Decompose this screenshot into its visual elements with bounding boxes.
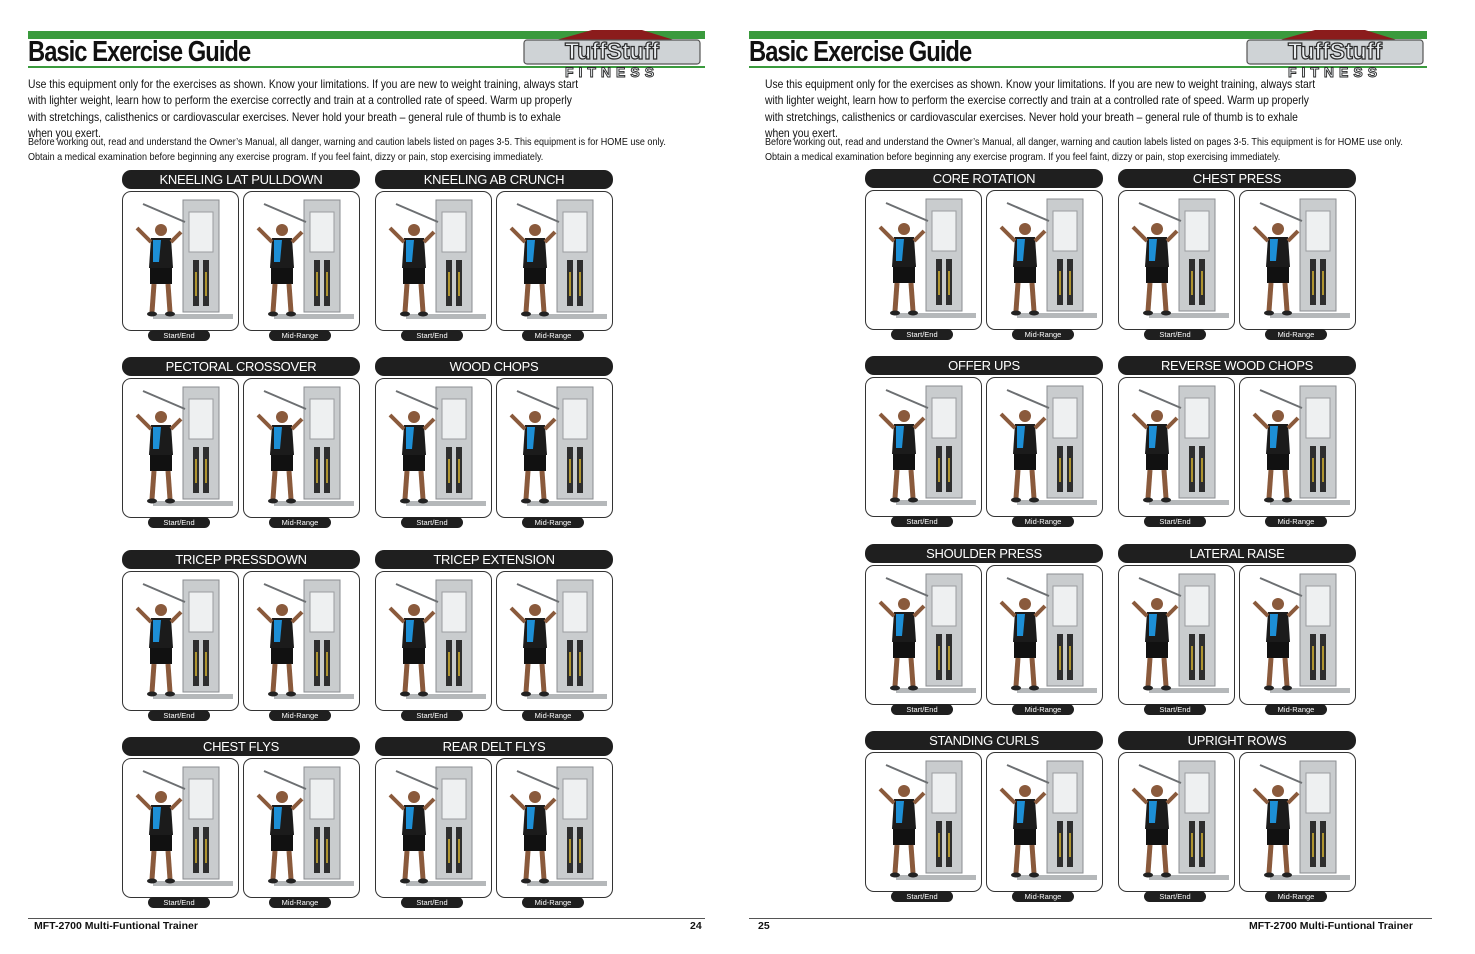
start-end-label: Start/End bbox=[401, 897, 463, 908]
logo-text: TuffStuff bbox=[1287, 38, 1383, 64]
exercise-card-kneeling-lat-pulldown bbox=[122, 170, 360, 338]
exercise-photo-illustration bbox=[987, 566, 1102, 704]
start-end-photo bbox=[122, 571, 239, 711]
exercise-title: REAR DELT FLYS bbox=[375, 737, 613, 756]
mid-range-photo bbox=[1239, 377, 1356, 517]
exercise-photo-illustration bbox=[497, 572, 612, 710]
mid-range-label: Mid-Range bbox=[269, 710, 331, 721]
mid-range-photo bbox=[1239, 565, 1356, 705]
mid-range-label: Mid-Range bbox=[269, 517, 331, 528]
mid-range-photo bbox=[1239, 190, 1356, 330]
exercise-photo-illustration bbox=[987, 191, 1102, 329]
exercise-photo-illustration bbox=[1240, 378, 1355, 516]
exercise-photo-illustration bbox=[123, 192, 238, 330]
exercise-photo-illustration bbox=[376, 379, 491, 517]
mid-range-photo bbox=[496, 378, 613, 518]
start-end-photo bbox=[865, 377, 982, 517]
exercise-card-lateral-raise bbox=[1118, 544, 1356, 712]
exercise-photo-illustration bbox=[244, 192, 359, 330]
start-end-label: Start/End bbox=[891, 516, 953, 527]
exercise-card-wood-chops bbox=[375, 357, 613, 525]
start-end-label: Start/End bbox=[891, 329, 953, 340]
start-end-label: Start/End bbox=[1144, 329, 1206, 340]
mid-range-photo bbox=[496, 191, 613, 331]
mid-range-photo bbox=[986, 377, 1103, 517]
logo-subtext: FITNESS bbox=[1287, 64, 1383, 80]
exercise-photo-illustration bbox=[987, 378, 1102, 516]
start-end-photo bbox=[375, 758, 492, 898]
start-end-label: Start/End bbox=[148, 517, 210, 528]
exercise-card-chest-press bbox=[1118, 169, 1356, 337]
exercise-photo-illustration bbox=[244, 379, 359, 517]
start-end-label: Start/End bbox=[401, 710, 463, 721]
start-end-label: Start/End bbox=[1144, 704, 1206, 715]
mid-range-label: Mid-Range bbox=[1265, 704, 1327, 715]
start-end-photo bbox=[865, 752, 982, 892]
mid-range-photo bbox=[243, 191, 360, 331]
exercise-photo-illustration bbox=[376, 572, 491, 710]
page-title: Basic Exercise Guide bbox=[749, 36, 972, 68]
mid-range-photo bbox=[496, 758, 613, 898]
exercise-card-upright-rows bbox=[1118, 731, 1356, 899]
logo-text: TuffStuff bbox=[564, 38, 660, 64]
exercise-card-offer-ups bbox=[865, 356, 1103, 524]
exercise-card-standing-curls bbox=[865, 731, 1103, 899]
mid-range-photo bbox=[1239, 752, 1356, 892]
start-end-photo bbox=[1118, 190, 1235, 330]
exercise-photo-illustration bbox=[1119, 753, 1234, 891]
start-end-photo bbox=[1118, 565, 1235, 705]
footer-product: MFT-2700 Multi-Funtional Trainer bbox=[34, 920, 198, 932]
exercise-title: STANDING CURLS bbox=[865, 731, 1103, 750]
footer-rule bbox=[28, 918, 705, 919]
exercise-photo-illustration bbox=[1240, 566, 1355, 704]
exercise-title: TRICEP EXTENSION bbox=[375, 550, 613, 569]
start-end-photo bbox=[122, 758, 239, 898]
exercise-title: OFFER UPS bbox=[865, 356, 1103, 375]
intro-paragraph: Use this equipment only for the exercises as shown. Know your limitations. If you are new to weight training, always start with lighter weight, learn how to perform the exercise correctly and train at a controlled rate of speed. Warm up properly with stretchings, calisthenics or cardiovascular exercises. Never hold your breath – general rule of thumb is to exhale when you exert. bbox=[28, 77, 579, 140]
mid-range-photo bbox=[243, 571, 360, 711]
exercise-title: KNEELING LAT PULLDOWN bbox=[122, 170, 360, 189]
start-end-photo bbox=[122, 378, 239, 518]
exercise-title: PECTORAL CROSSOVER bbox=[122, 357, 360, 376]
mid-range-photo bbox=[496, 571, 613, 711]
exercise-photo-illustration bbox=[987, 753, 1102, 891]
exercise-card-tricep-extension bbox=[375, 550, 613, 718]
logo-subtext: FITNESS bbox=[564, 64, 660, 80]
start-end-photo bbox=[1118, 752, 1235, 892]
exercise-photo-illustration bbox=[376, 192, 491, 330]
exercise-title: WOOD CHOPS bbox=[375, 357, 613, 376]
exercise-card-reverse-wood-chops bbox=[1118, 356, 1356, 524]
start-end-label: Start/End bbox=[401, 330, 463, 341]
exercise-title: REVERSE WOOD CHOPS bbox=[1118, 356, 1356, 375]
exercise-title: KNEELING AB CRUNCH bbox=[375, 170, 613, 189]
page-number: 25 bbox=[758, 920, 770, 932]
footer-rule bbox=[749, 918, 1432, 919]
start-end-photo bbox=[1118, 377, 1235, 517]
footer-product: MFT-2700 Multi-Funtional Trainer bbox=[1249, 920, 1413, 932]
tuffstuff-logo bbox=[522, 22, 702, 80]
exercise-photo-illustration bbox=[1119, 378, 1234, 516]
mid-range-label: Mid-Range bbox=[522, 897, 584, 908]
mid-range-label: Mid-Range bbox=[1012, 704, 1074, 715]
start-end-photo bbox=[375, 378, 492, 518]
exercise-photo-illustration bbox=[244, 759, 359, 897]
start-end-label: Start/End bbox=[1144, 516, 1206, 527]
exercise-title: CHEST PRESS bbox=[1118, 169, 1356, 188]
start-end-photo bbox=[865, 565, 982, 705]
mid-range-label: Mid-Range bbox=[1012, 329, 1074, 340]
mid-range-label: Mid-Range bbox=[1265, 329, 1327, 340]
exercise-title: TRICEP PRESSDOWN bbox=[122, 550, 360, 569]
start-end-photo bbox=[375, 191, 492, 331]
exercise-photo-illustration bbox=[123, 759, 238, 897]
start-end-photo bbox=[122, 191, 239, 331]
exercise-card-pectoral-crossover bbox=[122, 357, 360, 525]
exercise-photo-illustration bbox=[866, 378, 981, 516]
mid-range-photo bbox=[243, 758, 360, 898]
page-number: 24 bbox=[690, 920, 702, 932]
warning-paragraph: Before working out, read and understand the Owner’s Manual, all danger, warning and caution labels listed on pages 3-5. This equipment is for HOME use only. Obtain a medical examination before beginning any exercise program. If you feel faint, dizzy or pain, stop exercising immediately. bbox=[765, 136, 1403, 163]
exercise-photo-illustration bbox=[123, 572, 238, 710]
exercise-photo-illustration bbox=[376, 759, 491, 897]
exercise-card-tricep-pressdown bbox=[122, 550, 360, 718]
start-end-label: Start/End bbox=[148, 897, 210, 908]
exercise-photo-illustration bbox=[1240, 753, 1355, 891]
exercise-photo-illustration bbox=[244, 572, 359, 710]
exercise-photo-illustration bbox=[1119, 566, 1234, 704]
exercise-photo-illustration bbox=[1240, 191, 1355, 329]
tuffstuff-logo bbox=[1245, 22, 1425, 80]
page-title: Basic Exercise Guide bbox=[28, 36, 251, 68]
mid-range-label: Mid-Range bbox=[269, 897, 331, 908]
exercise-photo-illustration bbox=[497, 759, 612, 897]
start-end-photo bbox=[865, 190, 982, 330]
mid-range-label: Mid-Range bbox=[1265, 891, 1327, 902]
page-right bbox=[737, 0, 1475, 954]
exercise-photo-illustration bbox=[1119, 191, 1234, 329]
mid-range-label: Mid-Range bbox=[522, 710, 584, 721]
intro-paragraph: Use this equipment only for the exercises as shown. Know your limitations. If you are new to weight training, always start with lighter weight, learn how to perform the exercise correctly and train at a controlled rate of speed. Warm up properly with stretchings, calisthenics or cardiovascular exercises. Never hold your breath – general rule of thumb is to exhale when you exert. bbox=[765, 77, 1316, 140]
start-end-label: Start/End bbox=[1144, 891, 1206, 902]
start-end-label: Start/End bbox=[891, 704, 953, 715]
mid-range-photo bbox=[243, 378, 360, 518]
mid-range-label: Mid-Range bbox=[522, 517, 584, 528]
exercise-card-shoulder-press bbox=[865, 544, 1103, 712]
mid-range-label: Mid-Range bbox=[269, 330, 331, 341]
exercise-photo-illustration bbox=[497, 192, 612, 330]
start-end-photo bbox=[375, 571, 492, 711]
mid-range-photo bbox=[986, 565, 1103, 705]
exercise-photo-illustration bbox=[497, 379, 612, 517]
exercise-photo-illustration bbox=[866, 566, 981, 704]
exercise-card-chest-flys bbox=[122, 737, 360, 905]
exercise-title: CORE ROTATION bbox=[865, 169, 1103, 188]
start-end-label: Start/End bbox=[891, 891, 953, 902]
start-end-label: Start/End bbox=[401, 517, 463, 528]
mid-range-label: Mid-Range bbox=[522, 330, 584, 341]
exercise-card-kneeling-ab-crunch bbox=[375, 170, 613, 338]
exercise-card-core-rotation bbox=[865, 169, 1103, 337]
exercise-title: UPRIGHT ROWS bbox=[1118, 731, 1356, 750]
start-end-label: Start/End bbox=[148, 710, 210, 721]
mid-range-label: Mid-Range bbox=[1012, 516, 1074, 527]
warning-paragraph: Before working out, read and understand the Owner’s Manual, all danger, warning and caution labels listed on pages 3-5. This equipment is for HOME use only. Obtain a medical examination before beginning any exercise program. If you feel faint, dizzy or pain, stop exercising immediately. bbox=[28, 136, 666, 163]
mid-range-label: Mid-Range bbox=[1012, 891, 1074, 902]
mid-range-photo bbox=[986, 752, 1103, 892]
exercise-title: LATERAL RAISE bbox=[1118, 544, 1356, 563]
mid-range-photo bbox=[986, 190, 1103, 330]
exercise-card-rear-delt-flys bbox=[375, 737, 613, 905]
page-left bbox=[0, 0, 737, 954]
exercise-photo-illustration bbox=[123, 379, 238, 517]
exercise-title: CHEST FLYS bbox=[122, 737, 360, 756]
exercise-photo-illustration bbox=[866, 753, 981, 891]
mid-range-label: Mid-Range bbox=[1265, 516, 1327, 527]
start-end-label: Start/End bbox=[148, 330, 210, 341]
exercise-photo-illustration bbox=[866, 191, 981, 329]
exercise-title: SHOULDER PRESS bbox=[865, 544, 1103, 563]
